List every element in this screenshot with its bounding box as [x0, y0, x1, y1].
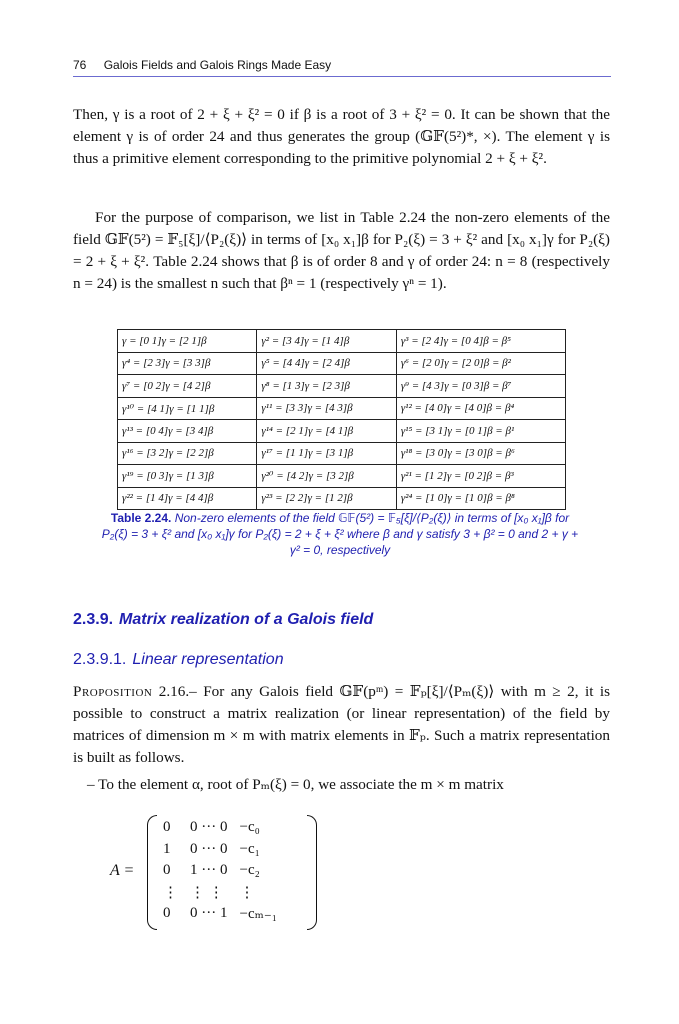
table-cell: γ³ = [2 4]γ = [0 4]β = β⁵	[396, 330, 565, 353]
table-row	[118, 375, 566, 398]
table-cell: γ²⁴ = [1 0]γ = [1 0]β = β⁸	[396, 487, 565, 510]
matrix-row	[157, 839, 283, 861]
table-cell: γ²³ = [2 2]γ = [1 2]β	[257, 487, 396, 510]
table-cell: γ²¹ = [1 2]γ = [0 2]β = β³	[396, 465, 565, 488]
matrix-entry: ⋮	[163, 884, 178, 901]
table-cell: γ¹¹ = [3 3]γ = [4 3]β	[257, 397, 396, 420]
table-cell: γ¹⁴ = [2 1]γ = [4 1]β	[257, 420, 396, 443]
table-row	[118, 352, 566, 375]
table-cell: γ⁵ = [4 4]γ = [2 4]β	[257, 352, 396, 375]
table-cell: γ⁶ = [2 0]γ = [2 0]β = β²	[396, 352, 565, 375]
matrix-entry: 0	[163, 862, 171, 879]
table-cell: γ⁸ = [1 3]γ = [2 3]β	[257, 375, 396, 398]
table-cell: γ² = [3 4]γ = [1 4]β	[257, 330, 396, 353]
table-row	[118, 465, 566, 488]
table-row	[118, 397, 566, 420]
table-cell: γ¹⁹ = [0 3]γ = [1 3]β	[118, 465, 257, 488]
table-cell: γ¹⁰ = [4 1]γ = [1 1]β	[118, 397, 257, 420]
table-cell: γ¹⁷ = [1 1]γ = [3 1]β	[257, 442, 396, 465]
table-row	[118, 442, 566, 465]
paragraph-1: Then, γ is a root of 2 + ξ + ξ² = 0 if β is a root of 3 + ξ² = 0. It can be shown that the element γ is of order 24 and thus generates the group (𝔾𝔽(5²)*, ×). The element γ is thus a primitive element corresponding to the primitive polynomial 2 + ξ + ξ².	[73, 106, 610, 167]
matrix-entry: ⋮ ⋮	[190, 884, 224, 901]
table-cell: γ¹² = [4 0]γ = [4 0]β = β⁴	[396, 397, 565, 420]
table-cell: γ²² = [1 4]γ = [4 4]β	[118, 487, 257, 510]
matrix-entry: −cₘ₋₁	[239, 906, 277, 923]
table-cell: γ⁷ = [0 2]γ = [4 2]β	[118, 375, 257, 398]
matrix-entry: 1 ··· 0	[190, 862, 228, 879]
matrix-entry: ⋮	[239, 884, 255, 901]
table-caption-label: Table 2.24.	[110, 511, 172, 525]
proposition-paragraph	[73, 681, 610, 769]
matrix-entry: 0 ··· 0	[190, 819, 228, 836]
matrix-entry: 0	[163, 905, 171, 922]
elements-table	[117, 329, 566, 510]
table-caption	[100, 510, 580, 558]
proposition-text: 2.16.– For any Galois field 𝔾𝔽(pᵐ) = 𝔽ₚ[ξ]/⟨Pₘ(ξ)⟩ with m ≥ 2, it is possible to construct a matrix realization (or linear representation) of the field by matrices of dimension m × m with matrix elements in 𝔽ₚ. Such a matrix representation is built as follows.	[73, 683, 610, 766]
table-cell: γ¹⁶ = [3 2]γ = [2 2]β	[118, 442, 257, 465]
paragraph-2: For the purpose of comparison, we list in Table 2.24 the non-zero elements of the field 𝔾𝔽(5²) = 𝔽₅[ξ]/⟨P₂(ξ)⟩ in terms of [x₀ x₁]β for P₂(ξ) = 3 + ξ² and [x₀ x₁]γ for P₂(ξ) = 2 + ξ + ξ². Table 2.24 shows that β is of order 8 and γ of order 24: n = 8 (respectively n = 24) is the smallest n such that βⁿ = 1 (respectively γⁿ = 1).	[73, 209, 610, 292]
matrix-entry: −c₂	[239, 862, 260, 879]
paragraph-4: – To the element α, root of Pₘ(ξ) = 0, we associate the m × m matrix	[87, 776, 504, 793]
matrix-row	[157, 903, 283, 925]
matrix-row	[157, 860, 283, 882]
table-caption-text: Non-zero elements of the field 𝔾𝔽(5²) = 𝔽₅[ξ]/⟨P₂(ξ)⟩ in terms of [x₀ x₁]β for P₂(ξ) = 3 + ξ² and [x₀ x₁]γ for P₂(ξ) = 2 + ξ + ξ² where β and γ satisfy 3 + β² = 0 and 2 + γ + γ² = 0, respectively	[101, 511, 579, 557]
subsection-heading	[73, 651, 284, 669]
matrix-label: A =	[110, 862, 135, 879]
matrix-entry: 0 ··· 1	[190, 905, 228, 922]
table-cell: γ = [0 1]γ = [2 1]β	[118, 330, 257, 353]
table-cell: γ²⁰ = [4 2]γ = [3 2]β	[257, 465, 396, 488]
subsection-title: Linear representation	[132, 651, 284, 668]
running-head	[73, 58, 611, 77]
table-cell: γ⁹ = [4 3]γ = [0 3]β = β⁷	[396, 375, 565, 398]
table-row	[118, 487, 566, 510]
proposition-label: Proposition	[73, 683, 153, 700]
subsection-number: 2.3.9.1.	[73, 651, 127, 668]
table-cell: γ⁴ = [2 3]γ = [3 3]β	[118, 352, 257, 375]
matrix-entry: 0 ··· 0	[190, 840, 228, 857]
section-title: Matrix realization of a Galois field	[119, 611, 374, 628]
matrix-row	[157, 817, 283, 839]
matrix-entry: 0	[163, 819, 171, 836]
matrix-entry: −c₀	[239, 819, 260, 836]
right-bracket	[307, 815, 317, 930]
table-row	[118, 330, 566, 353]
section-heading	[73, 611, 373, 629]
table-cell: γ¹⁸ = [3 0]γ = [3 0]β = β⁶	[396, 442, 565, 465]
matrix-entry: 1	[163, 840, 171, 857]
companion-matrix	[147, 815, 317, 928]
matrix-row	[157, 882, 283, 904]
table-row	[118, 420, 566, 443]
running-title: Galois Fields and Galois Rings Made Easy	[103, 58, 332, 72]
table-cell: γ¹⁵ = [3 1]γ = [0 1]β = β¹	[396, 420, 565, 443]
matrix-entry: −c₁	[239, 840, 260, 857]
section-number: 2.3.9.	[73, 611, 114, 628]
page-number: 76	[73, 58, 87, 72]
table-cell: γ¹³ = [0 4]γ = [3 4]β	[118, 420, 257, 443]
left-bracket	[147, 815, 157, 930]
